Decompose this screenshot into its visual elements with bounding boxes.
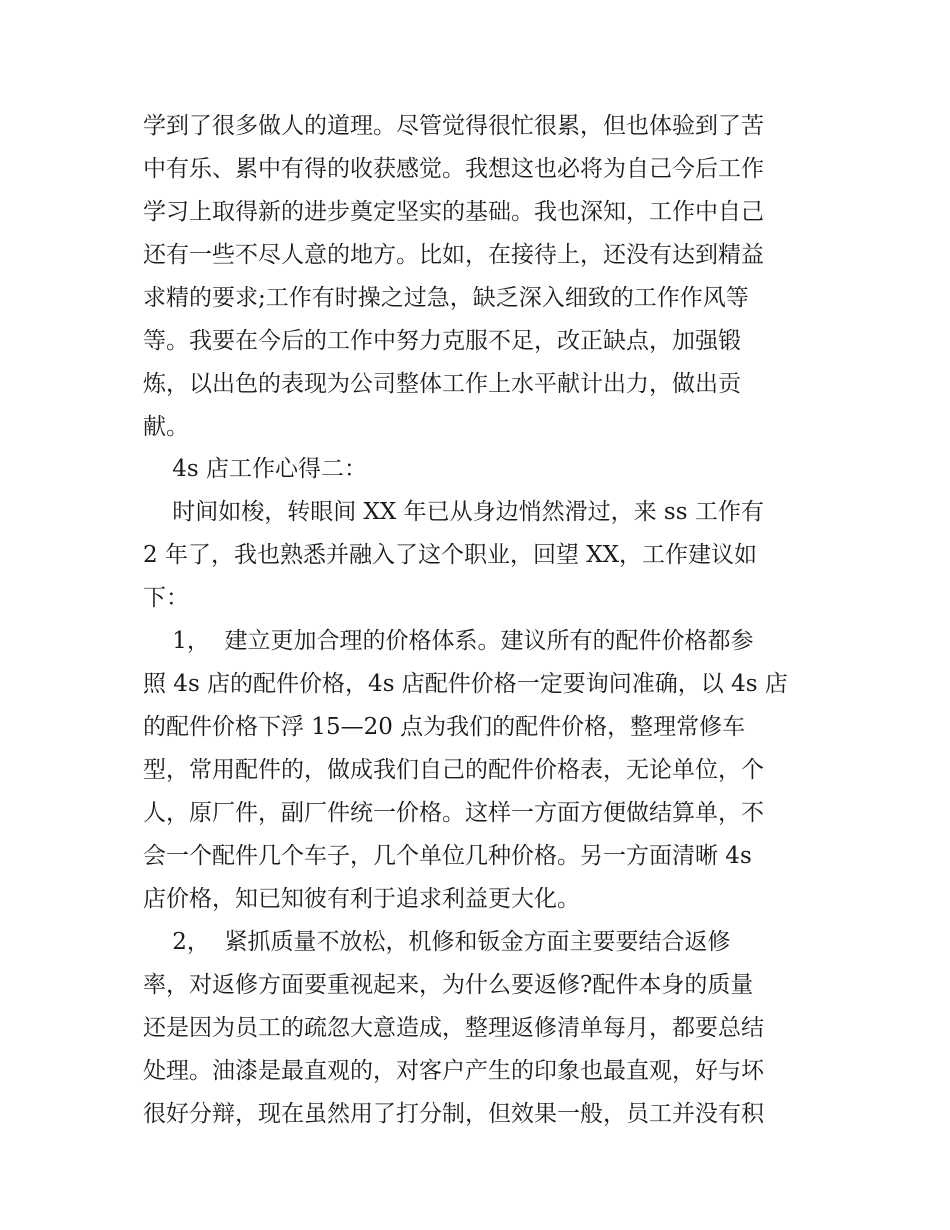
text-line: 1， 建立更加合理的价格体系。建议所有的配件价格都参: [143, 628, 754, 654]
text-line: 店价格，知已知彼有利于追求利益更大化。: [143, 886, 580, 912]
text-line: 的配件价格下浮 15—20 点为我们的配件价格，整理常修车: [143, 714, 746, 740]
text-line: 率，对返修方面要重视起来，为什么要返修?配件本身的质量: [143, 972, 754, 998]
section-heading: 4s 店工作心得二：: [143, 456, 367, 482]
text-line: 还是因为员工的疏忽大意造成，整理返修清单每月，都要总结: [143, 1015, 764, 1041]
text-line: 下：: [143, 585, 189, 611]
text-line: 中有乐、累中有得的收获感觉。我想这也必将为自己今后工作: [143, 156, 764, 182]
text-line: 照 4s 店的配件价格，4s 店配件价格一定要询问准确，以 4s 店: [143, 671, 788, 697]
text-line: 学习上取得新的进步奠定坚实的基础。我也深知，工作中自己: [143, 199, 764, 225]
text-line: 等。我要在今后的工作中努力克服不足，改正缺点，加强锻: [143, 328, 741, 354]
text-line: 会一个配件几个车子，几个单位几种价格。另一方面清晰 4s: [143, 843, 752, 869]
text-line: 2， 紧抓质量不放松，机修和钣金方面主要要结合返修: [143, 929, 731, 955]
text-line: 时间如梭，转眼间 XX 年已从身边悄然滑过，来 ss 工作有: [143, 499, 764, 525]
text-line: 型，常用配件的，做成我们自己的配件价格表，无论单位，个: [143, 757, 764, 783]
text-line: 献。: [143, 414, 189, 440]
text-line: 求精的要求;工作有时操之过急，缺乏深入细致的工作作风等: [143, 285, 749, 311]
text-line: 人，原厂件，副厂件统一价格。这样一方面方便做结算单，不: [143, 800, 764, 826]
text-line: 处理。油漆是最直观的，对客户产生的印象也最直观，好与坏: [143, 1058, 764, 1084]
text-line: 很好分辩，现在虽然用了打分制，但效果一般，员工并没有积: [143, 1101, 764, 1127]
text-line: 学到了很多做人的道理。尽管觉得很忙很累，但也体验到了苦: [143, 113, 764, 139]
text-line: 炼，以出色的表现为公司整体工作上水平献计出力，做出贡: [143, 371, 741, 397]
text-line: 还有一些不尽人意的地方。比如，在接待上，还没有达到精益: [143, 242, 764, 268]
text-line: 2 年了，我也熟悉并融入了这个职业，回望 XX，工作建议如: [143, 542, 758, 568]
